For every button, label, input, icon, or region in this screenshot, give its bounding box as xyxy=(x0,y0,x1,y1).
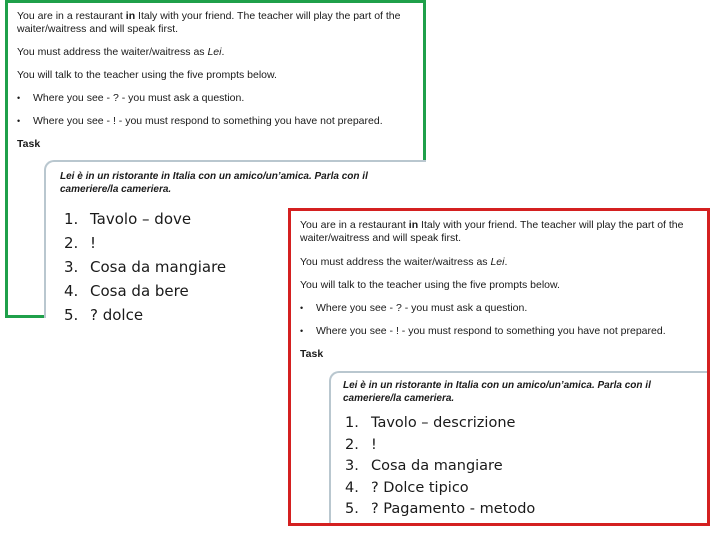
prompt-number: 5. xyxy=(64,306,79,324)
bullet-dot-icon: • xyxy=(300,326,304,336)
prompt-number: 5. xyxy=(345,501,359,517)
task-heading: Task xyxy=(17,138,41,150)
bullet-text: Where you see - ! - you must respond to something you have not prepared. xyxy=(316,325,666,337)
address-text xyxy=(300,256,705,269)
address-lei: Lei xyxy=(207,46,222,58)
bullet-text: Where you see - ! - you must respond to something you have not prepared. xyxy=(33,115,383,127)
bullet-unprepared xyxy=(17,115,417,128)
role-play-card-red xyxy=(288,208,710,526)
prompt-text: ! xyxy=(90,234,97,252)
address-text xyxy=(17,46,422,59)
intro-text xyxy=(300,219,705,245)
prompt-number: 3. xyxy=(64,258,79,276)
prompt-text: ? Pagamento - metodo xyxy=(371,501,536,517)
bullet-text: Where you see - ? - you must ask a question. xyxy=(316,302,528,314)
intro-text-bold: in xyxy=(125,10,136,22)
address-text-part: You must address the waiter/waitress as xyxy=(17,46,208,58)
task-heading: Task xyxy=(300,348,324,360)
address-lei: Lei xyxy=(490,256,505,268)
talk-text: You will talk to the teacher using the five prompts below. xyxy=(17,69,277,81)
address-text-part: . xyxy=(221,46,225,58)
scenario-text: Lei è in un ristorante in Italia con un amico/un’amica. Parla con il cameriere/la cameriera. xyxy=(343,380,651,404)
prompt-text: Cosa da mangiare xyxy=(90,258,227,276)
intro-text-part: Italy with your friend. The teacher will play the part of the waiter/waitress and will speak first. xyxy=(17,10,401,35)
address-text-part: You must address the waiter/waitress as xyxy=(300,256,491,268)
prompt-number: 1. xyxy=(345,415,359,431)
address-text-part: . xyxy=(504,256,508,268)
intro-text-part: You are in a restaurant xyxy=(300,219,409,231)
intro-text-part: Italy with your friend. The teacher will play the part of the waiter/waitress and will speak first. xyxy=(300,219,684,244)
prompt-number: 2. xyxy=(64,234,79,252)
prompt-text: Tavolo – dove xyxy=(90,210,192,228)
bullet-text: Where you see - ? - you must ask a question. xyxy=(33,92,245,104)
scenario-text: Lei è in un ristorante in Italia con un amico/un’amica. Parla con il cameriere/la cameriera. xyxy=(60,171,368,195)
prompt-box xyxy=(329,371,707,523)
prompt-number: 1. xyxy=(64,210,79,228)
bullet-dot-icon: • xyxy=(17,116,21,126)
bullet-question xyxy=(17,92,417,105)
prompt-text: Cosa da bere xyxy=(90,282,189,300)
intro-text-part: You are in a restaurant xyxy=(17,10,126,22)
prompt-number: 2. xyxy=(345,436,359,453)
prompt-number: 3. xyxy=(345,458,359,474)
talk-text: You will talk to the teacher using the five prompts below. xyxy=(300,279,560,291)
bullet-dot-icon: • xyxy=(300,303,304,313)
intro-text-bold: in xyxy=(408,219,419,231)
prompt-text: ? dolce xyxy=(90,306,144,324)
prompt-text: ? Dolce tipico xyxy=(371,479,469,496)
bullet-dot-icon: • xyxy=(17,93,21,103)
prompt-number: 4. xyxy=(64,282,79,300)
bullet-unprepared xyxy=(300,325,705,338)
bullet-question xyxy=(300,302,705,315)
prompt-number: 4. xyxy=(345,479,359,496)
intro-text xyxy=(17,10,422,36)
prompt-text: ! xyxy=(371,436,377,453)
prompt-text: Cosa da mangiare xyxy=(371,458,503,474)
prompt-text: Tavolo – descrizione xyxy=(371,415,516,431)
